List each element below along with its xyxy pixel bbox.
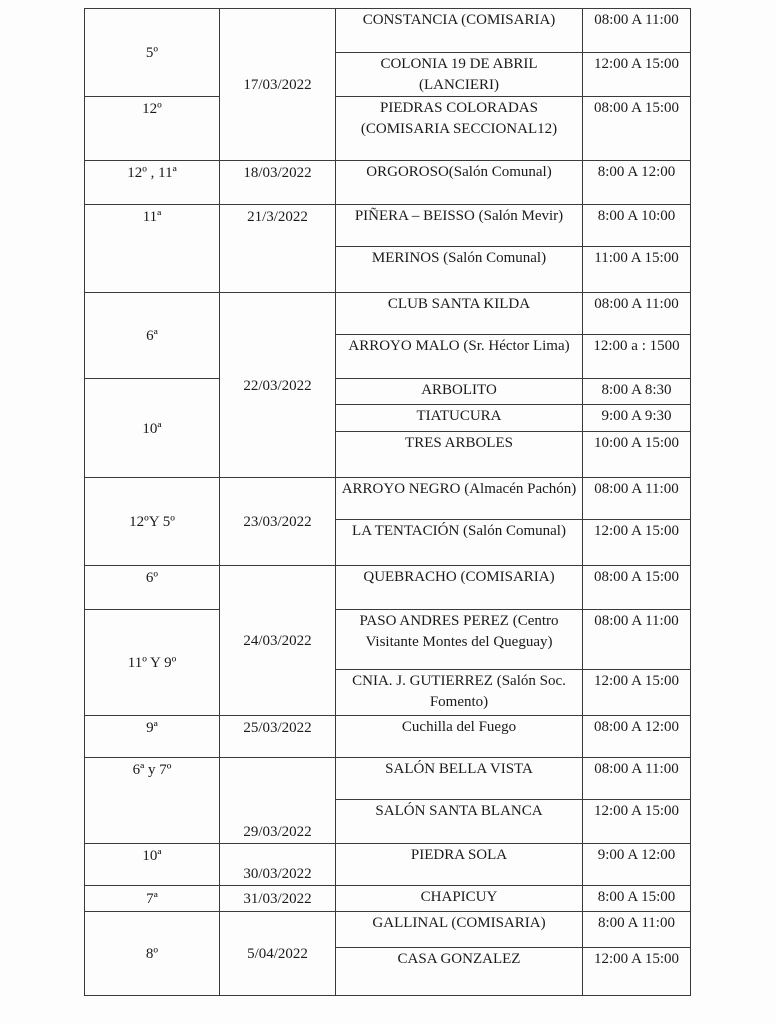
time-cell: 08:00 A 11:00 <box>583 478 691 520</box>
time-cell: 11:00 A 15:00 <box>583 247 691 293</box>
section-cell: 6ª y 7º <box>85 758 220 844</box>
table-row <box>85 97 691 161</box>
time-cell: 8:00 A 8:30 <box>583 379 691 405</box>
location-cell: CHAPICUY <box>336 886 583 912</box>
section-cell: 12º <box>85 97 220 161</box>
location-cell: SALÓN BELLA VISTA <box>336 758 583 800</box>
table-row <box>85 844 691 886</box>
section-cell: 11ª <box>85 205 220 293</box>
location-cell: ORGOROSO(Salón Comunal) <box>336 161 583 205</box>
location-cell: GALLINAL (COMISARIA) <box>336 912 583 948</box>
table-row <box>85 293 691 335</box>
location-cell: ARBOLITO <box>336 379 583 405</box>
section-cell: 10ª <box>85 844 220 886</box>
time-cell: 12:00 A 15:00 <box>583 948 691 996</box>
section-cell: 5º <box>85 9 220 97</box>
location-cell: SALÓN SANTA BLANCA <box>336 800 583 844</box>
location-cell: CASA GONZALEZ <box>336 948 583 996</box>
time-cell: 8:00 A 12:00 <box>583 161 691 205</box>
section-cell: 8º <box>85 912 220 996</box>
time-cell: 8:00 A 10:00 <box>583 205 691 247</box>
time-cell: 08:00 A 11:00 <box>583 9 691 53</box>
section-cell: 7ª <box>85 886 220 912</box>
table-row <box>85 610 691 670</box>
location-cell: Cuchilla del Fuego <box>336 716 583 758</box>
table-row <box>85 9 691 53</box>
time-cell: 10:00 A 15:00 <box>583 432 691 478</box>
date-cell: 29/03/2022 <box>220 758 336 844</box>
table-row <box>85 478 691 520</box>
section-cell: 10ª <box>85 379 220 478</box>
location-cell: ARROYO MALO (Sr. Héctor Lima) <box>336 335 583 379</box>
time-cell: 12:00 A 15:00 <box>583 53 691 97</box>
location-cell: PIÑERA – BEISSO (Salón Mevir) <box>336 205 583 247</box>
section-cell: 6ª <box>85 293 220 379</box>
date-cell: 24/03/2022 <box>220 566 336 716</box>
time-cell: 12:00 A 15:00 <box>583 670 691 716</box>
location-cell: MERINOS (Salón Comunal) <box>336 247 583 293</box>
section-cell: 9ª <box>85 716 220 758</box>
date-cell: 5/04/2022 <box>220 912 336 996</box>
time-cell: 08:00 A 11:00 <box>583 293 691 335</box>
location-cell: CLUB SANTA KILDA <box>336 293 583 335</box>
table-row <box>85 379 691 405</box>
section-cell: 11º Y 9º <box>85 610 220 716</box>
table-row <box>85 205 691 247</box>
section-cell: 12ºY 5º <box>85 478 220 566</box>
location-cell: PASO ANDRES PEREZ (Centro Visitante Montes del Queguay) <box>336 610 583 670</box>
location-cell: COLONIA 19 DE ABRIL (LANCIERI) <box>336 53 583 97</box>
date-cell: 22/03/2022 <box>220 293 336 478</box>
time-cell: 08:00 A 15:00 <box>583 97 691 161</box>
location-cell: ARROYO NEGRO (Almacén Pachón) <box>336 478 583 520</box>
time-cell: 12:00 A 15:00 <box>583 520 691 566</box>
date-cell: 17/03/2022 <box>220 9 336 161</box>
location-cell: CONSTANCIA (COMISARIA) <box>336 9 583 53</box>
table-row <box>85 912 691 948</box>
table-row <box>85 161 691 205</box>
section-cell: 6º <box>85 566 220 610</box>
schedule-table <box>84 8 691 996</box>
table-row <box>85 566 691 610</box>
location-cell: LA TENTACIÓN (Salón Comunal) <box>336 520 583 566</box>
section-cell: 12º , 11ª <box>85 161 220 205</box>
time-cell: 8:00 A 15:00 <box>583 886 691 912</box>
time-cell: 8:00 A 11:00 <box>583 912 691 948</box>
location-cell: PIEDRA SOLA <box>336 844 583 886</box>
date-cell: 18/03/2022 <box>220 161 336 205</box>
time-cell: 9:00 A 9:30 <box>583 405 691 432</box>
time-cell: 12:00 a : 1500 <box>583 335 691 379</box>
time-cell: 12:00 A 15:00 <box>583 800 691 844</box>
location-cell: PIEDRAS COLORADAS (COMISARIA SECCIONAL12) <box>336 97 583 161</box>
time-cell: 08:00 A 12:00 <box>583 716 691 758</box>
location-cell: CNIA. J. GUTIERREZ (Salón Soc. Fomento) <box>336 670 583 716</box>
location-cell: TRES ARBOLES <box>336 432 583 478</box>
location-cell: TIATUCURA <box>336 405 583 432</box>
date-cell: 21/3/2022 <box>220 205 336 293</box>
time-cell: 08:00 A 11:00 <box>583 758 691 800</box>
date-cell: 31/03/2022 <box>220 886 336 912</box>
location-cell: QUEBRACHO (COMISARIA) <box>336 566 583 610</box>
time-cell: 08:00 A 15:00 <box>583 566 691 610</box>
date-cell: 25/03/2022 <box>220 716 336 758</box>
date-cell: 30/03/2022 <box>220 844 336 886</box>
table-row <box>85 716 691 758</box>
time-cell: 9:00 A 12:00 <box>583 844 691 886</box>
table-row <box>85 886 691 912</box>
table-row <box>85 758 691 800</box>
time-cell: 08:00 A 11:00 <box>583 610 691 670</box>
date-cell: 23/03/2022 <box>220 478 336 566</box>
